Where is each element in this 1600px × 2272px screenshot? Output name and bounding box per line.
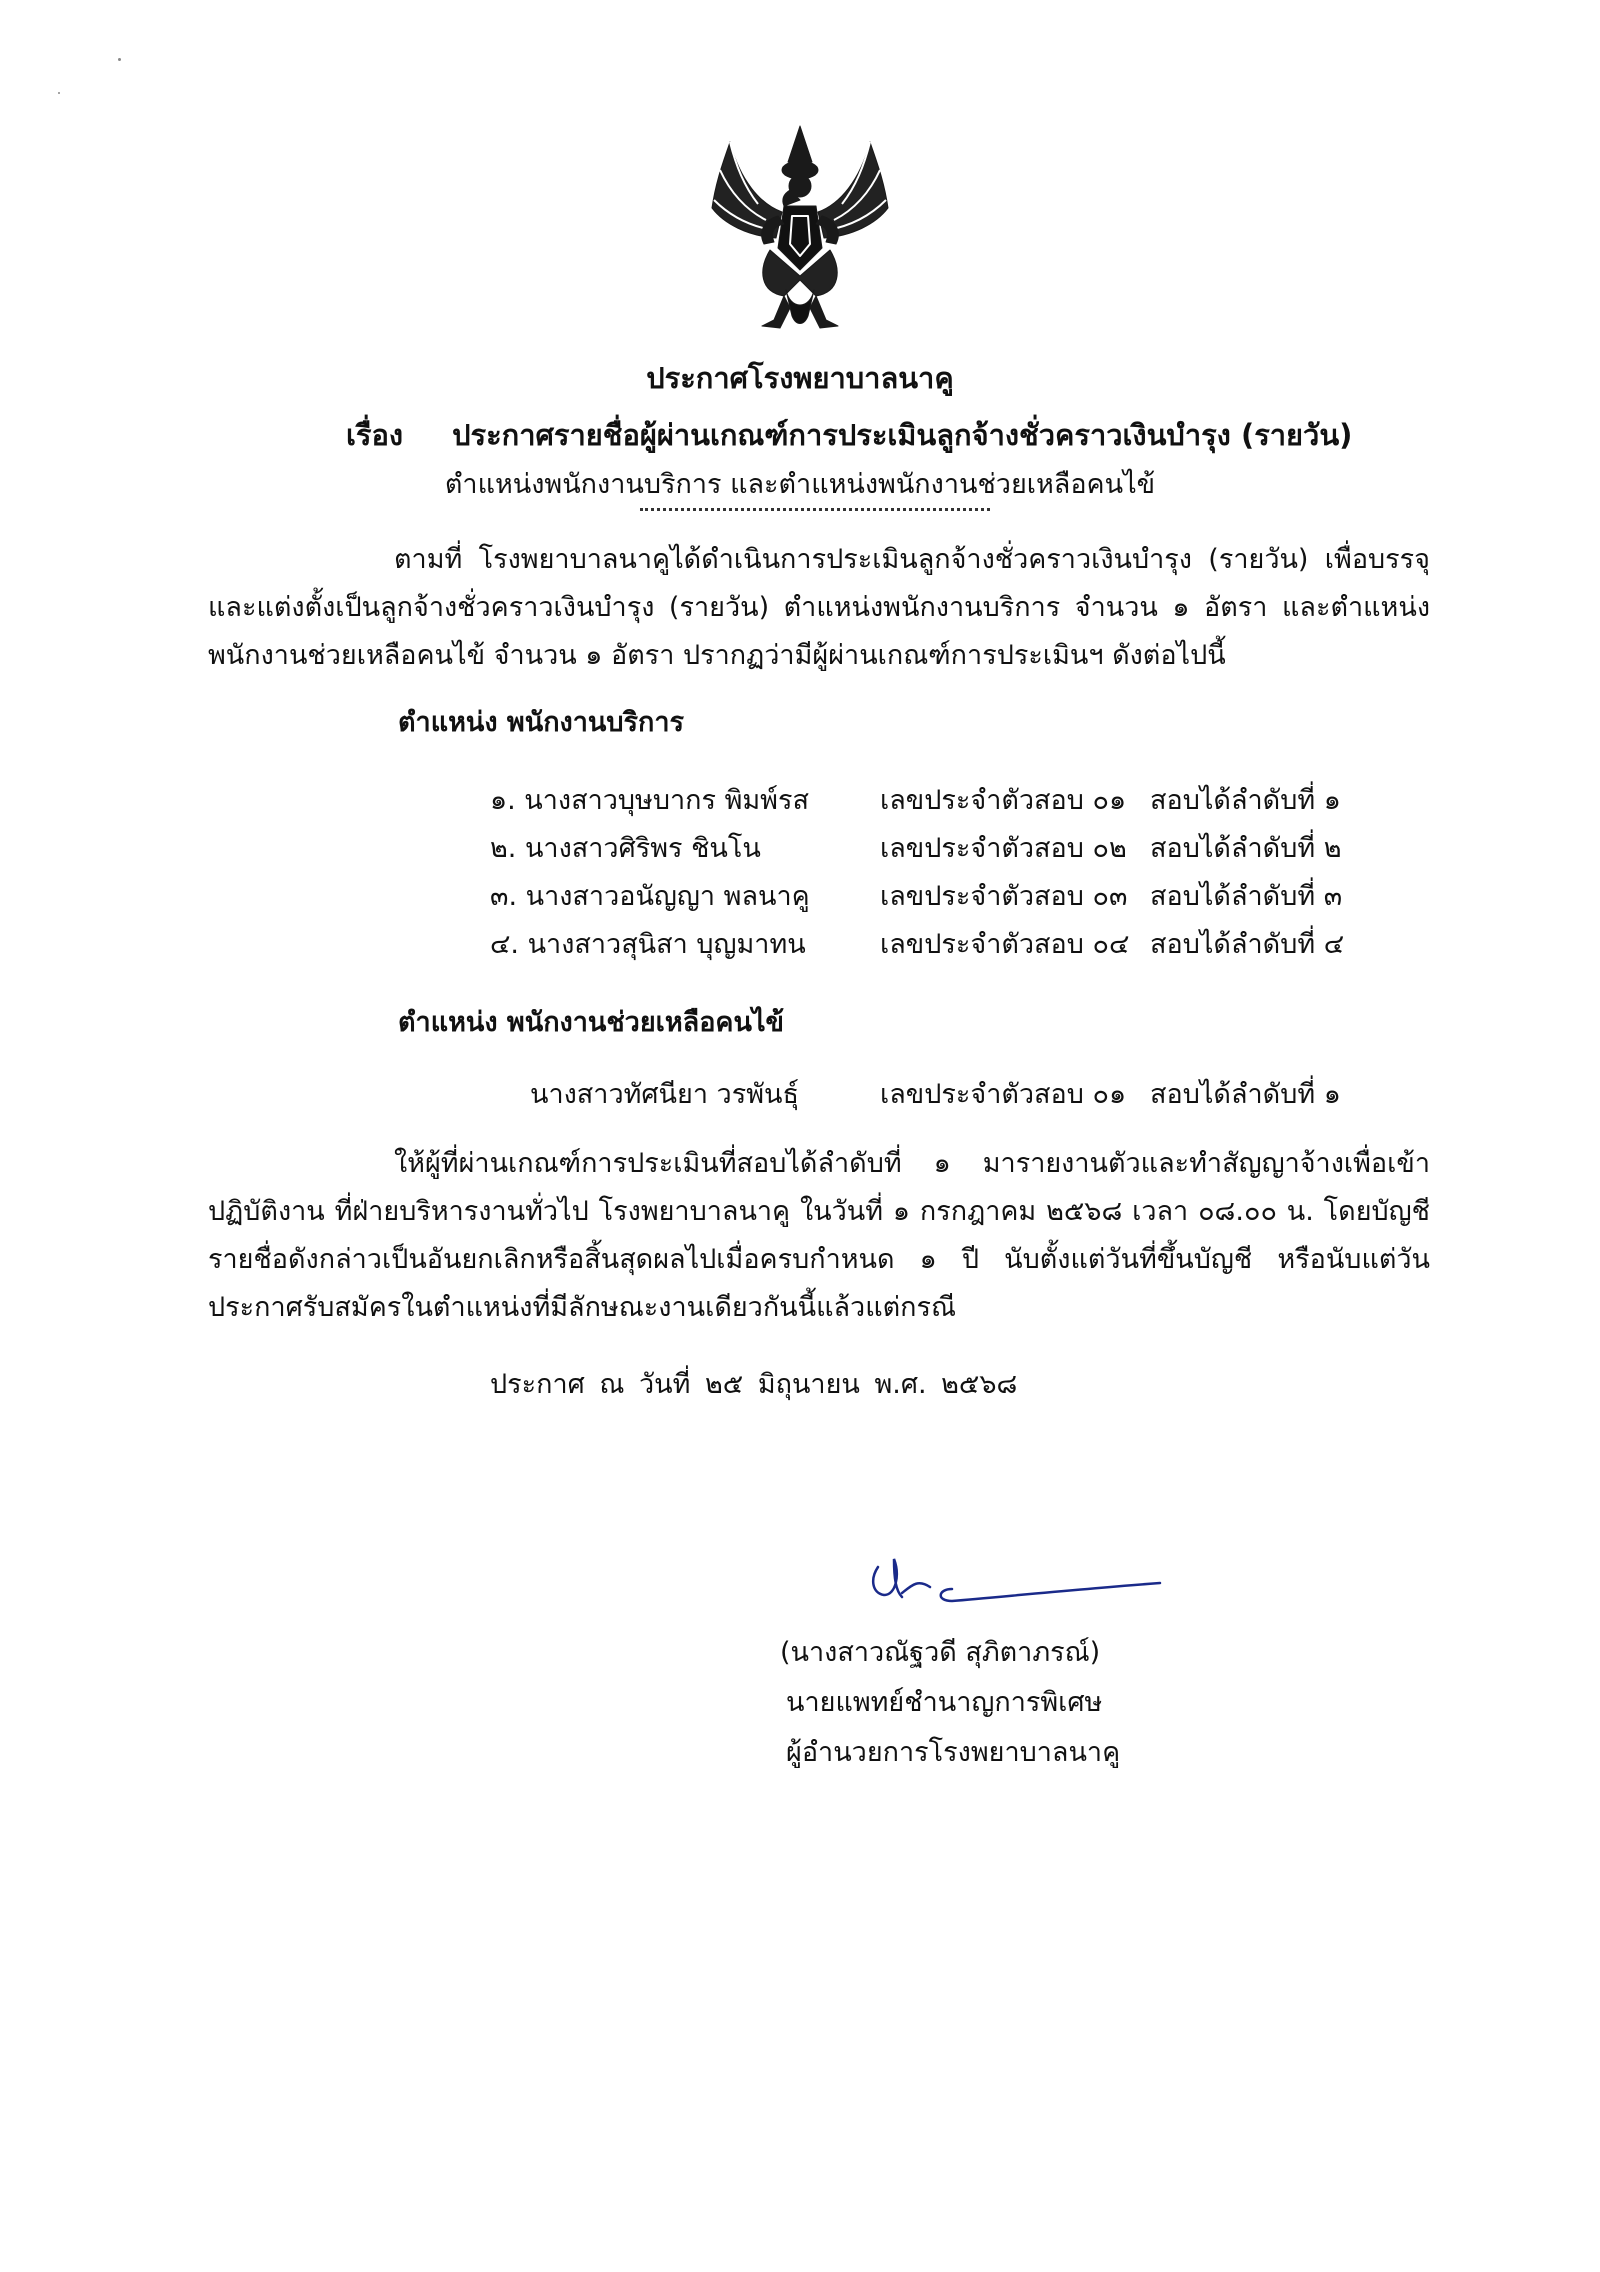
candidate-rank: สอบได้ลำดับที่ ๑	[1150, 1079, 1341, 1110]
subject-line	[346, 412, 1352, 458]
candidate-rank: สอบได้ลำดับที่ ๔	[1150, 929, 1345, 960]
document-title: ประกาศโรงพยาบาลนาคู	[646, 361, 954, 395]
document-subtitle: ตำแหน่งพนักงานบริการ และตำแหน่งพนักงานช่วยเหลือคนไข้	[444, 469, 1156, 500]
notice-line: รายชื่อดังกล่าวเป็นอันยกเลิกหรือสิ้นสุดผลไปเมื่อครบกำหนด ๑ ปี นับตั้งแต่วันที่ขึ้นบัญชี หรือนับแต่วัน	[208, 1244, 1430, 1275]
scan-speck	[58, 92, 60, 94]
candidate-name: ๔. นางสาวสุนิสา บุญมาทน	[490, 929, 806, 960]
signer-position: ผู้อำนวยการโรงพยาบาลนาคู	[786, 1737, 1121, 1768]
signature-drawing	[860, 1545, 1170, 1615]
signer-name: (นางสาวณัฐวดี สุภิตาภรณ์)	[780, 1637, 1101, 1668]
subject-label: เรื่อง	[346, 418, 404, 452]
notice-paragraph	[208, 1140, 1430, 1332]
candidate-name: ๒. นางสาวศิริพร ชินโน	[490, 833, 761, 864]
notice-line: ประกาศรับสมัครในตำแหน่งที่มีลักษณะงานเดียวกันนี้แล้วแต่กรณี	[208, 1292, 957, 1323]
notice-line: ให้ผู้ที่ผ่านเกณฑ์การประเมินที่สอบได้ลำดับที่ ๑ มารายงานตัวและทำสัญญาจ้างเพื่อเข้า	[394, 1148, 1430, 1179]
candidate-exam-number: เลขประจำตัวสอบ ๐๒	[880, 833, 1127, 864]
candidate-name: ๑. นางสาวบุษบากร พิมพ์รส	[490, 785, 809, 816]
intro-line: ตามที่ โรงพยาบาลนาคูได้ดำเนินการประเมินลูกจ้างชั่วคราวเงินบำรุง (รายวัน) เพื่อบรรจุ	[394, 544, 1430, 575]
intro-line: พนักงานช่วยเหลือคนไข้ จำนวน ๑ อัตรา ปรากฏว่ามีผู้ผ่านเกณฑ์การประเมินฯ ดังต่อไปนี้	[208, 640, 1226, 671]
dotted-separator	[640, 508, 990, 511]
candidate-name: นางสาวทัศนียา วรพันธุ์	[530, 1079, 799, 1110]
candidate-rank: สอบได้ลำดับที่ ๓	[1150, 881, 1343, 912]
candidate-exam-number: เลขประจำตัวสอบ ๐๔	[880, 929, 1130, 960]
scan-speck	[118, 58, 121, 61]
candidate-exam-number: เลขประจำตัวสอบ ๐๑	[880, 1079, 1127, 1110]
intro-paragraph	[208, 536, 1430, 680]
section-heading-service-staff: ตำแหน่ง พนักงานบริการ	[398, 707, 684, 738]
candidate-exam-number: เลขประจำตัวสอบ ๐๑	[880, 785, 1127, 816]
garuda-emblem-icon	[700, 120, 900, 335]
candidate-rank: สอบได้ลำดับที่ ๑	[1150, 785, 1341, 816]
section-heading-patient-aide: ตำแหน่ง พนักงานช่วยเหลือคนไข้	[398, 1007, 784, 1038]
notice-line: ปฏิบัติงาน ที่ฝ่ายบริหารงานทั่วไป โรงพยาบาลนาคู ในวันที่ ๑ กรกฎาคม ๒๕๖๘ เวลา ๐๘.๐๐ น. โดยบัญชี	[208, 1196, 1430, 1227]
announcement-date: ประกาศ ณ วันที่ ๒๕ มิถุนายน พ.ศ. ๒๕๖๘	[490, 1369, 1018, 1400]
candidate-name: ๓. นางสาวอนัญญา พลนาคู	[490, 881, 810, 912]
subject-text: ประกาศรายชื่อผู้ผ่านเกณฑ์การประเมินลูกจ้างชั่วคราวเงินบำรุง (รายวัน)	[452, 418, 1353, 452]
signer-title: นายแพทย์ชำนาญการพิเศษ	[786, 1687, 1103, 1718]
candidate-rank: สอบได้ลำดับที่ ๒	[1150, 833, 1342, 864]
candidate-exam-number: เลขประจำตัวสอบ ๐๓	[880, 881, 1128, 912]
intro-line: และแต่งตั้งเป็นลูกจ้างชั่วคราวเงินบำรุง (รายวัน) ตำแหน่งพนักงานบริการ จำนวน ๑ อัตรา และตำแหน่ง	[208, 592, 1430, 623]
